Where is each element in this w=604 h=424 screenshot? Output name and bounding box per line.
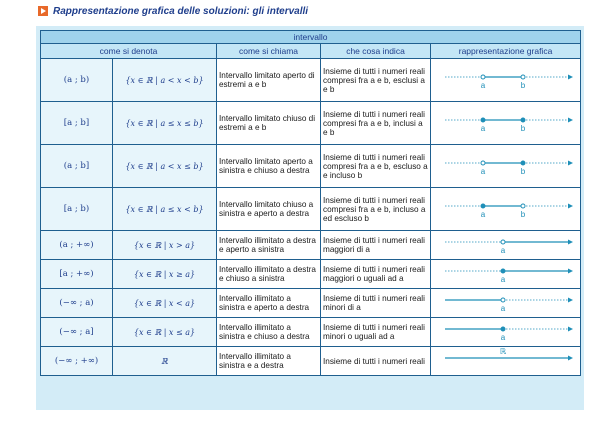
- interval-meaning: Insieme di tutti i numeri reali compresi fra a e b, incluso a ed escluso b: [321, 188, 431, 231]
- label-b: b: [520, 167, 526, 176]
- arrow-right-icon: [568, 298, 573, 303]
- number-line-graph: [431, 289, 581, 317]
- label-a: a: [500, 333, 506, 342]
- endpoint-a: [481, 75, 485, 79]
- set-notation: {x ∈ ℝ | x > a}: [113, 231, 217, 260]
- endpoint-a: [481, 204, 485, 208]
- header-che-cosa-indica: che cosa indica: [321, 44, 431, 59]
- endpoint-a: [481, 161, 485, 165]
- interval-name: Intervallo limitato aperto di estremi a e b: [217, 59, 321, 102]
- set-notation: ℝ: [113, 347, 217, 376]
- table-row: [41, 59, 581, 102]
- interval-meaning: Insieme di tutti i numeri reali maggiori o uguali ad a: [321, 260, 431, 289]
- table-row: [41, 318, 581, 347]
- table-row: [41, 188, 581, 231]
- label-a: a: [480, 167, 486, 176]
- interval-name: Intervallo illimitato a destra e aperto a sinistra: [217, 231, 321, 260]
- interval-meaning: Insieme di tutti i numeri reali: [321, 347, 431, 376]
- interval-name: Intervallo limitato chiuso di estremi a e b: [217, 102, 321, 145]
- table-row: [41, 347, 581, 376]
- header-come-si-denota: come si denota: [41, 44, 217, 59]
- label-a: a: [480, 124, 486, 133]
- section-title: [38, 4, 308, 18]
- interval-notation: (a ; +∞): [41, 231, 113, 260]
- interval-name: Intervallo illimitato a sinistra e aperto a destra: [217, 289, 321, 318]
- set-notation: {x ∈ ℝ | x < a}: [113, 289, 217, 318]
- interval-graph-cell: [431, 231, 581, 260]
- label-b: b: [520, 210, 526, 219]
- interval-notation: [a ; +∞): [41, 260, 113, 289]
- arrow-right-icon: [568, 327, 573, 332]
- label-a: a: [480, 210, 486, 219]
- label-a: a: [500, 304, 506, 313]
- number-line-graph: [431, 59, 581, 101]
- interval-graph-cell: [431, 347, 581, 376]
- endpoint-a: [501, 269, 505, 273]
- interval-graph-cell: [431, 188, 581, 231]
- table-row: [41, 260, 581, 289]
- endpoint-a: [501, 298, 505, 302]
- table-row: [41, 231, 581, 260]
- endpoint-a: [501, 240, 505, 244]
- interval-notation: (−∞ ; +∞): [41, 347, 113, 376]
- endpoint-b: [521, 75, 525, 79]
- label-a: a: [500, 246, 506, 255]
- interval-meaning: Insieme di tutti i numeri reali compresi fra a e b, escluso a e incluso b: [321, 145, 431, 188]
- arrow-right-icon: [568, 161, 573, 166]
- interval-graph-cell: [431, 102, 581, 145]
- table-row: [41, 102, 581, 145]
- number-line-graph: [431, 102, 581, 144]
- arrow-right-icon: [568, 240, 573, 245]
- header-intervallo: intervallo: [41, 31, 581, 44]
- intervals-card: [36, 26, 584, 410]
- intervals-table: [40, 30, 581, 376]
- table-row: [41, 145, 581, 188]
- number-line-graph: [431, 318, 581, 346]
- number-line-graph: [431, 188, 581, 230]
- interval-notation: (a ; b]: [41, 145, 113, 188]
- endpoint-b: [521, 161, 525, 165]
- interval-graph-cell: [431, 59, 581, 102]
- interval-meaning: Insieme di tutti i numeri reali maggiori di a: [321, 231, 431, 260]
- label-a: a: [480, 81, 486, 90]
- interval-notation: [a ; b): [41, 188, 113, 231]
- number-line-graph: [431, 260, 581, 288]
- interval-graph-cell: [431, 289, 581, 318]
- set-notation: {x ∈ ℝ | a < x ≤ b}: [113, 145, 217, 188]
- interval-graph-cell: [431, 145, 581, 188]
- endpoint-b: [521, 118, 525, 122]
- interval-name: Intervallo illimitato a sinistra e a destra: [217, 347, 321, 376]
- endpoint-a: [501, 327, 505, 331]
- section-title-text: Rappresentazione grafica delle soluzioni: gli intervalli: [53, 5, 309, 17]
- interval-graph-cell: [431, 318, 581, 347]
- header-come-si-chiama: come si chiama: [217, 44, 321, 59]
- interval-meaning: Insieme di tutti i numeri reali minori di a: [321, 289, 431, 318]
- arrow-right-icon: [568, 356, 573, 361]
- set-notation: {x ∈ ℝ | a ≤ x ≤ b}: [113, 102, 217, 145]
- header-rappresentazione-grafica: rappresentazione grafica: [431, 44, 581, 59]
- label-a: a: [500, 275, 506, 284]
- interval-meaning: Insieme di tutti i numeri reali compresi fra a e b, inclusi a e b: [321, 102, 431, 145]
- number-line-graph: [431, 231, 581, 259]
- label-reals: ℝ: [499, 347, 507, 356]
- set-notation: {x ∈ ℝ | a ≤ x < b}: [113, 188, 217, 231]
- arrow-right-icon: [568, 75, 573, 80]
- interval-name: Intervallo illimitato a sinistra e chiuso a destra: [217, 318, 321, 347]
- interval-name: Intervallo illimitato a destra e chiuso a sinistra: [217, 260, 321, 289]
- label-b: b: [520, 81, 526, 90]
- set-notation: {x ∈ ℝ | a < x < b}: [113, 59, 217, 102]
- interval-notation: (a ; b): [41, 59, 113, 102]
- arrow-right-icon: [568, 118, 573, 123]
- interval-notation: (−∞ ; a]: [41, 318, 113, 347]
- play-icon: [38, 6, 48, 16]
- table-row: [41, 289, 581, 318]
- number-line-graph: [431, 145, 581, 187]
- interval-notation: [a ; b]: [41, 102, 113, 145]
- interval-graph-cell: [431, 260, 581, 289]
- number-line-graph: [431, 347, 581, 375]
- interval-name: Intervallo limitato aperto a sinistra e chiuso a destra: [217, 145, 321, 188]
- set-notation: {x ∈ ℝ | x ≤ a}: [113, 318, 217, 347]
- arrow-right-icon: [568, 269, 573, 274]
- endpoint-a: [481, 118, 485, 122]
- interval-name: Intervallo limitato chiuso a sinistra e aperto a destra: [217, 188, 321, 231]
- set-notation: {x ∈ ℝ | x ≥ a}: [113, 260, 217, 289]
- endpoint-b: [521, 204, 525, 208]
- arrow-right-icon: [568, 204, 573, 209]
- label-b: b: [520, 124, 526, 133]
- interval-meaning: Insieme di tutti i numeri reali minori o uguali ad a: [321, 318, 431, 347]
- interval-notation: (−∞ ; a): [41, 289, 113, 318]
- interval-meaning: Insieme di tutti i numeri reali compresi fra a e b, esclusi a e b: [321, 59, 431, 102]
